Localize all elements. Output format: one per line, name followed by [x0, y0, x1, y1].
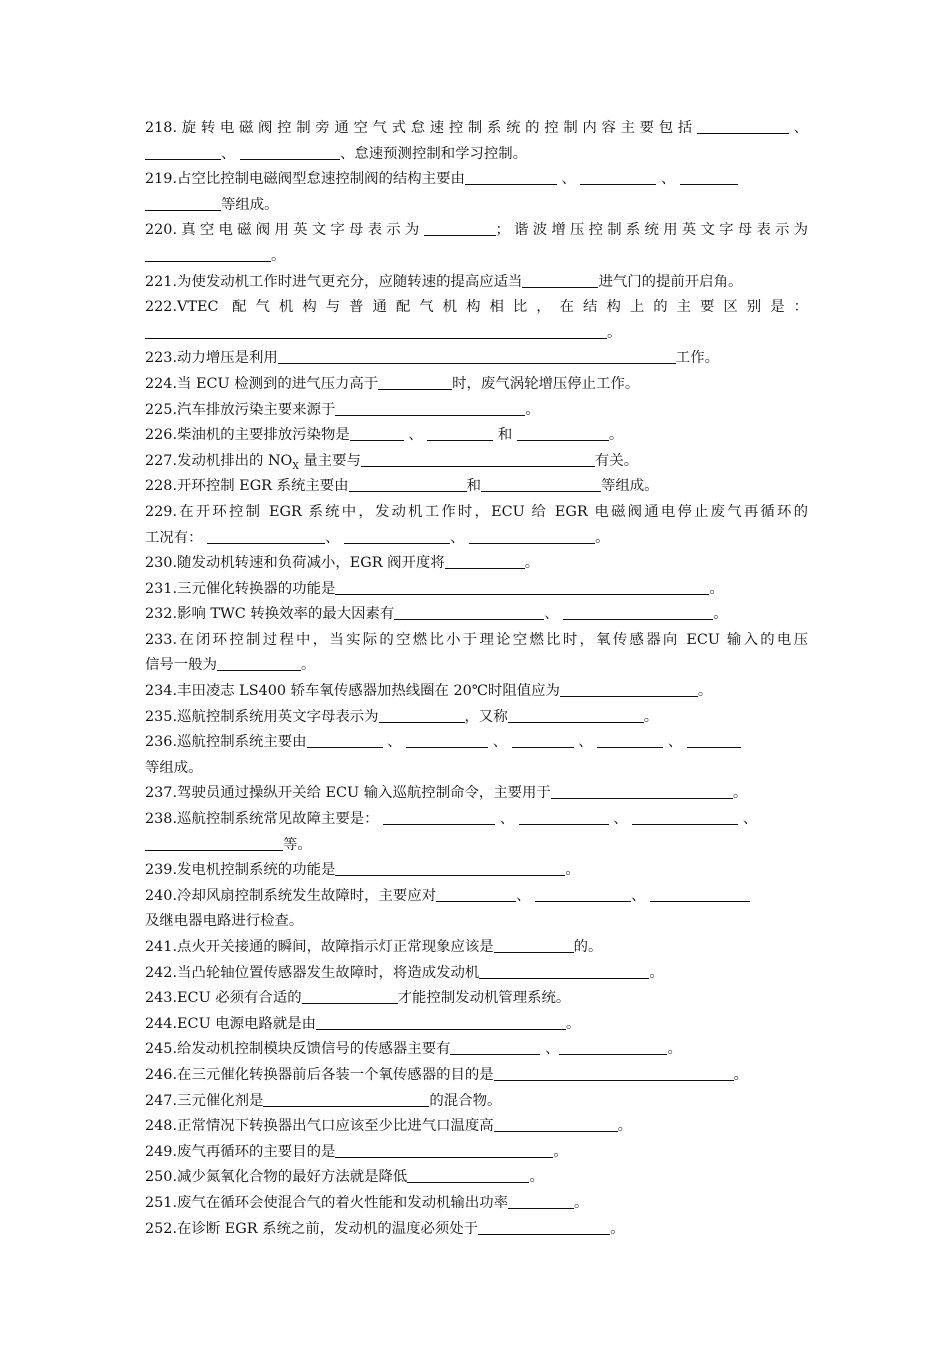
question-text: 当凸轮轴位置传感器发生故障时，将造成发动机	[177, 964, 480, 981]
answer-blank[interactable]	[512, 732, 574, 748]
answer-blank[interactable]	[316, 1014, 566, 1030]
question-number: 235.	[145, 708, 178, 725]
question-text: 发动机排出的 NO	[177, 452, 293, 469]
question-text: 、	[661, 171, 676, 188]
question-text: 和	[466, 478, 481, 495]
question-228	[145, 474, 808, 500]
question-text: 工作。	[675, 350, 719, 367]
question-218	[145, 116, 808, 142]
question-230	[145, 551, 808, 577]
question-number: 245.	[145, 1041, 178, 1058]
question-text: 影响 TWC 转换效率的最大因素有	[177, 606, 395, 623]
answer-blank[interactable]	[559, 1039, 667, 1055]
question-218-cont	[145, 142, 808, 168]
answer-blank[interactable]	[350, 425, 404, 441]
answer-blank[interactable]	[494, 937, 574, 953]
answer-blank[interactable]	[207, 528, 325, 544]
question-text: 三元催化转换器的功能是	[177, 580, 336, 597]
question-text: 。	[697, 683, 713, 700]
answer-blank[interactable]	[697, 118, 789, 134]
answer-blank[interactable]	[217, 655, 301, 671]
answer-blank[interactable]	[632, 809, 738, 825]
question-number: 218.	[145, 120, 178, 136]
answer-blank[interactable]	[494, 1116, 618, 1132]
question-number: 250.	[145, 1169, 178, 1186]
question-text: 和	[497, 427, 513, 444]
question-236	[145, 730, 808, 756]
question-219	[145, 167, 808, 193]
question-number: 236.	[145, 734, 178, 751]
question-number: 230.	[145, 555, 178, 572]
question-number: 234.	[145, 683, 178, 700]
answer-blank[interactable]	[508, 707, 644, 723]
answer-blank[interactable]	[481, 476, 601, 492]
answer-blank[interactable]	[335, 579, 709, 595]
question-number: 237.	[145, 785, 178, 802]
question-number: 222.	[145, 299, 178, 316]
question-219-cont	[145, 193, 808, 219]
question-number: 231.	[145, 580, 178, 597]
question-text: 。	[617, 1118, 633, 1135]
answer-blank[interactable]	[302, 988, 398, 1004]
answer-blank[interactable]	[436, 886, 516, 902]
question-text: 、	[561, 171, 576, 188]
answer-blank[interactable]	[349, 476, 467, 492]
question-226	[145, 423, 808, 449]
question-221	[145, 270, 808, 296]
question-text: 。	[529, 1169, 544, 1186]
question-number: 225.	[145, 401, 178, 418]
question-text: 随发动机转速和负荷减小，EGR 阀开度将	[177, 555, 445, 572]
answer-blank[interactable]	[145, 246, 271, 262]
question-245	[145, 1037, 808, 1063]
answer-blank[interactable]	[361, 451, 595, 467]
answer-blank[interactable]	[551, 783, 733, 799]
answer-blank[interactable]	[450, 1039, 540, 1055]
question-text: 废气再循环的主要目的是	[177, 1143, 336, 1160]
question-text: 。	[553, 1143, 568, 1160]
question-text: 。	[649, 964, 664, 981]
question-text: 旋转电磁阀控制旁通空气式怠速控制系统的控制内容主要包括	[177, 120, 697, 136]
question-text: 给发动机控制模块反馈信号的传感器主要有	[177, 1041, 451, 1058]
answer-blank[interactable]	[597, 732, 663, 748]
question-text: 才能控制发动机管理系统。	[397, 990, 571, 1007]
question-text: 。	[733, 1066, 749, 1083]
question-text: 。	[525, 401, 540, 418]
subscript: X	[292, 461, 299, 472]
answer-blank[interactable]	[479, 963, 649, 979]
question-232	[145, 602, 808, 628]
question-text: 冷却风扇控制系统发生故障时，主要应对	[177, 887, 437, 904]
question-text: 汽车排放污染主要来源于	[177, 401, 336, 418]
question-text: 。	[713, 606, 728, 623]
question-number: 247.	[145, 1092, 178, 1109]
question-number: 226.	[145, 427, 178, 444]
question-text: 在闭环控制过程中，当实际的空燃比小于理论空燃比时，氧传感器向 ECU 输入的电压	[177, 631, 808, 648]
answer-blank[interactable]	[383, 809, 495, 825]
question-number: 229.	[145, 503, 178, 520]
answer-blank[interactable]	[680, 169, 738, 185]
question-number: 246.	[145, 1066, 178, 1083]
question-222-cont	[145, 321, 808, 347]
question-number: 240.	[145, 887, 178, 904]
question-number: 251.	[145, 1194, 178, 1211]
question-text: 等组成。	[145, 759, 203, 776]
answer-blank[interactable]	[394, 604, 544, 620]
answer-blank[interactable]	[145, 323, 607, 339]
answer-blank[interactable]	[240, 144, 340, 160]
question-number: 228.	[145, 478, 178, 495]
question-text: 工况有：	[145, 529, 203, 546]
question-text: 动力增压是利用	[177, 350, 278, 367]
answer-blank[interactable]	[379, 707, 465, 723]
question-text: 。	[610, 1220, 625, 1237]
answer-blank[interactable]	[478, 1219, 610, 1235]
question-text: 。	[608, 427, 624, 444]
question-text: 占空比控制电磁阀型怠速控制阀的结构主要由	[177, 171, 465, 188]
question-text: 、	[387, 734, 402, 751]
answer-blank[interactable]	[307, 732, 383, 748]
question-number: 239.	[145, 862, 178, 879]
question-text: 发电机控制系统的功能是	[177, 862, 336, 879]
question-text: 、	[408, 427, 423, 444]
answer-blank[interactable]	[465, 169, 557, 185]
question-text: 当 ECU 检测到的进气压力高于	[177, 375, 379, 392]
question-text: 的。	[573, 939, 603, 955]
question-text: 、	[544, 606, 559, 623]
question-number: 244.	[145, 1015, 178, 1032]
question-number: 248.	[145, 1118, 178, 1135]
question-text: ；谐波增压控制系统用英文字母表示为	[495, 222, 808, 239]
question-240-cont	[145, 909, 808, 935]
answer-blank[interactable]	[406, 732, 488, 748]
question-text: 开环控制 EGR 系统主要由	[177, 478, 349, 495]
question-239	[145, 858, 808, 884]
question-223	[145, 346, 808, 372]
question-225	[145, 398, 808, 424]
question-233-cont	[145, 653, 808, 679]
answer-blank[interactable]	[278, 348, 676, 364]
question-text: 、	[545, 1041, 560, 1058]
question-text: 。	[643, 708, 659, 725]
question-240	[145, 884, 808, 910]
question-text: 量主要与	[298, 452, 361, 469]
question-text: 驾驶员通过操纵开关给 ECU 输入巡航控制命令，主要用于	[177, 785, 551, 802]
question-number: 220.	[145, 222, 178, 239]
question-229	[145, 500, 808, 526]
question-text: 、	[742, 811, 758, 828]
question-text: 。	[709, 580, 724, 597]
question-250	[145, 1165, 808, 1191]
answer-blank[interactable]	[145, 195, 221, 211]
question-text: 。	[271, 247, 286, 264]
answer-blank[interactable]	[335, 400, 525, 416]
question-249	[145, 1140, 808, 1166]
question-number: 227.	[145, 452, 178, 469]
question-text: 柴油机的主要排放污染物是	[177, 427, 350, 444]
question-222	[145, 295, 808, 321]
question-text: 、	[516, 887, 531, 904]
question-number: 219.	[145, 171, 178, 188]
question-text: 有关。	[594, 452, 639, 469]
question-text: 巡航控制系统用英文字母表示为	[177, 708, 379, 725]
question-text: 、怠速预测控制和学习控制。	[339, 145, 528, 162]
question-220	[145, 218, 808, 244]
question-text: ECU 电源电路就是由	[177, 1015, 316, 1032]
question-number: 242.	[145, 964, 178, 981]
question-text: 等组成。	[600, 478, 659, 495]
question-text: 及继电器电路进行检查。	[145, 913, 304, 930]
answer-blank[interactable]	[563, 604, 713, 620]
answer-blank[interactable]	[517, 425, 609, 441]
question-252	[145, 1217, 808, 1243]
question-number: 233.	[145, 631, 178, 648]
answer-blank[interactable]	[407, 1167, 529, 1183]
question-text: 丰田凌志 LS400 轿车氧传感器加热线圈在 20℃时阻值应为	[177, 683, 560, 700]
question-text: 、	[613, 811, 628, 828]
question-text: 为使发动机工作时进气更充分，应随转速的提高应适当	[177, 273, 523, 290]
question-text: 。	[574, 1194, 589, 1211]
answer-blank[interactable]	[687, 732, 741, 748]
answer-blank[interactable]	[580, 169, 656, 185]
question-number: 221.	[145, 273, 178, 290]
answer-blank[interactable]	[344, 528, 450, 544]
answer-blank[interactable]	[145, 835, 283, 851]
question-text: 在诊断 EGR 系统之前，发动机的温度必须处于	[177, 1220, 479, 1237]
question-text: 信号一般为	[145, 657, 217, 674]
answer-blank[interactable]	[424, 220, 496, 236]
answer-blank[interactable]	[519, 809, 609, 825]
question-text: 三元催化剂是	[177, 1092, 264, 1109]
answer-blank[interactable]	[508, 1193, 574, 1209]
answer-blank[interactable]	[469, 528, 595, 544]
question-text: 的混合物。	[429, 1092, 502, 1109]
question-text: 。	[732, 785, 748, 802]
question-text: 。	[595, 529, 610, 546]
question-number: 249.	[145, 1143, 178, 1160]
answer-blank[interactable]	[335, 860, 565, 876]
question-243	[145, 986, 808, 1012]
question-text: VTEC 配气机构与普通配气机构相比，在结构上的主要区别是：	[177, 299, 808, 316]
question-text: 。	[607, 324, 622, 341]
answer-blank[interactable]	[650, 886, 750, 902]
question-number: 241.	[145, 939, 178, 955]
question-248	[145, 1114, 808, 1140]
question-231	[145, 577, 808, 603]
question-227	[145, 449, 808, 475]
question-text: 巡航控制系统常见故障主要是：	[177, 811, 379, 828]
question-text: 等。	[283, 836, 312, 853]
question-236-cont	[145, 756, 808, 782]
question-number: 252.	[145, 1220, 178, 1237]
question-234	[145, 679, 808, 705]
question-text: 、	[499, 811, 515, 828]
question-238	[145, 807, 808, 833]
answer-blank[interactable]	[378, 374, 452, 390]
question-text: 等组成。	[221, 196, 279, 213]
question-text: 在三元催化转换器前后各装一个氧传感器的目的是	[177, 1066, 494, 1083]
question-number: 238.	[145, 811, 178, 828]
question-text: 、	[631, 887, 646, 904]
question-247	[145, 1089, 808, 1115]
question-235	[145, 705, 808, 731]
question-242	[145, 961, 808, 987]
question-text: ，又称	[464, 708, 508, 725]
answer-blank[interactable]	[263, 1091, 429, 1107]
question-text: ECU 必须有合适的	[177, 990, 302, 1007]
question-244	[145, 1012, 808, 1038]
question-text: 真空电磁阀用英文字母表示为	[177, 222, 424, 239]
question-220-cont	[145, 244, 808, 270]
question-text: 废气在循环会使混合气的着火性能和发动机输出功率	[177, 1194, 509, 1211]
question-text: 、	[221, 145, 236, 162]
question-list	[145, 116, 808, 1242]
question-text: 正常情况下转换器出气口应该至少比进气口温度高	[177, 1118, 494, 1135]
question-224	[145, 372, 808, 398]
answer-blank[interactable]	[522, 272, 598, 288]
question-text: 、	[450, 529, 465, 546]
question-251	[145, 1191, 808, 1217]
question-237	[145, 781, 808, 807]
question-text: 时，废气涡轮增压停止工作。	[452, 375, 640, 392]
question-number: 223.	[145, 350, 178, 367]
question-text: 。	[566, 1015, 581, 1032]
question-text: 、	[788, 120, 808, 136]
question-text: 。	[565, 862, 580, 879]
question-241	[145, 935, 808, 961]
question-text: 。	[667, 1041, 682, 1058]
question-text: 。	[300, 657, 316, 674]
answer-blank[interactable]	[145, 144, 221, 160]
answer-blank[interactable]	[560, 681, 698, 697]
question-text: 、	[578, 734, 593, 751]
question-text: 点火开关接通的瞬间，故障指示灯正常现象应该是	[177, 939, 494, 955]
question-229-cont	[145, 526, 808, 552]
answer-blank[interactable]	[427, 425, 493, 441]
question-text: 在开环控制 EGR 系统中，发动机工作时，ECU 给 EGR 电磁阀通电停止废气再循环的	[177, 503, 808, 520]
question-text: 、	[667, 734, 683, 751]
question-233	[145, 628, 808, 654]
question-number: 243.	[145, 990, 178, 1007]
question-number: 224.	[145, 375, 178, 392]
question-246	[145, 1063, 808, 1089]
answer-blank[interactable]	[445, 553, 525, 569]
answer-blank[interactable]	[535, 886, 631, 902]
answer-blank[interactable]	[335, 1142, 553, 1158]
question-text: 减少氮氧化合物的最好方法就是降低	[177, 1169, 408, 1186]
question-text: 巡航控制系统主要由	[177, 734, 307, 751]
question-text: 、	[325, 529, 340, 546]
question-text: 。	[524, 555, 540, 572]
question-text: 、	[492, 734, 508, 751]
answer-blank[interactable]	[494, 1065, 734, 1081]
question-number: 232.	[145, 606, 178, 623]
question-text: 进气门的提前开启角。	[598, 273, 743, 290]
question-238-cont	[145, 833, 808, 859]
